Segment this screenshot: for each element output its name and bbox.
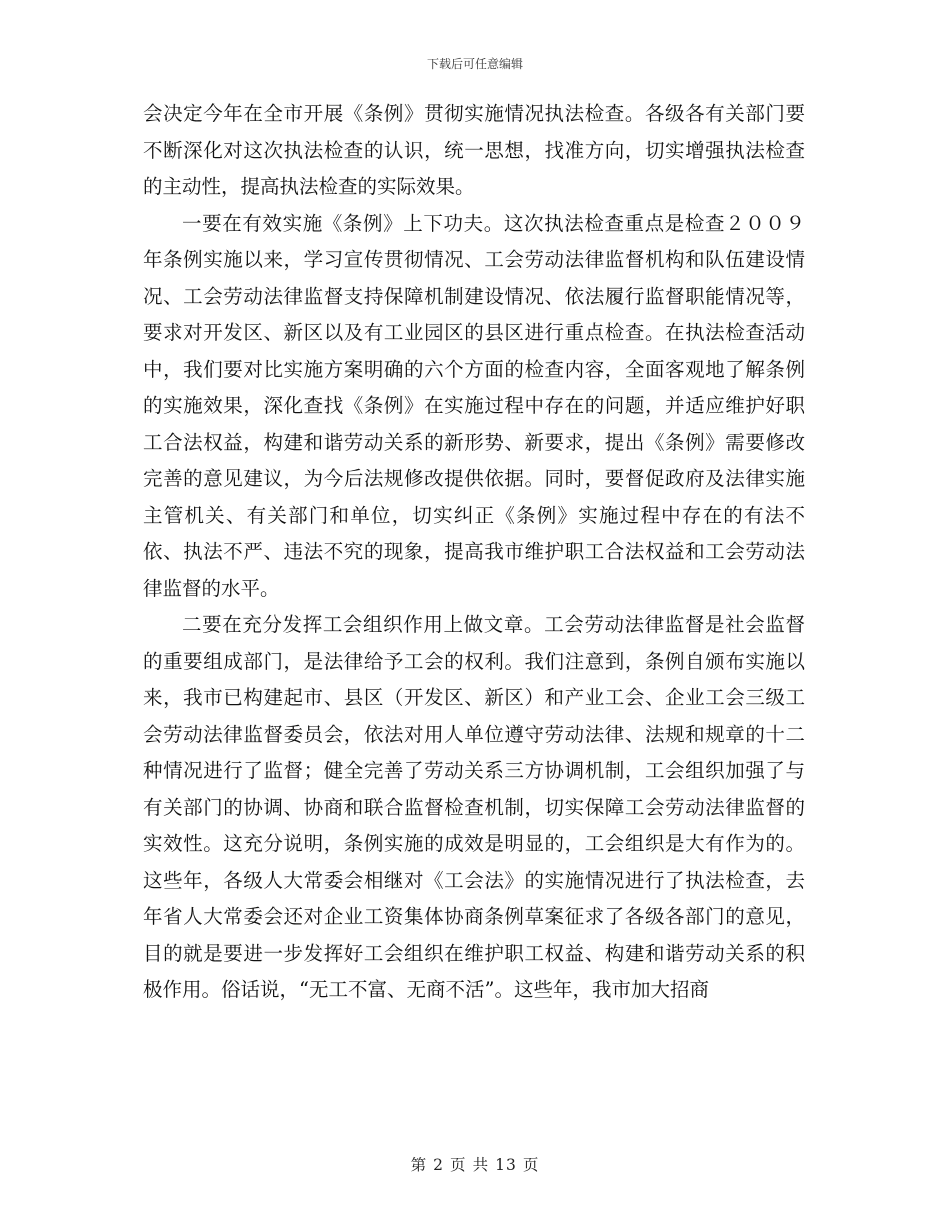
- page-footer: [0, 1153, 950, 1175]
- paragraph-2: 一要在有效实施《条例》上下功夫。这次执法检查重点是检查２００９年条例实施以来，学习宣传贯彻情况、工会劳动法律监督机构和队伍建设情况、工会劳动法律监督支持保障机制建设情况、依法履行监督职能情况等，要求对开发区、新区以及有工业园区的县区进行重点检查。在执法检查活动中，我们要对比实施方案明确的六个方面的检查内容，全面客观地了解条例的实施效果，深化查找《条例》在实施过程中存在的问题，并适应维护好职工合法权益，构建和谐劳动关系的新形势、新要求，提出《条例》需要修改完善的意见建议，为今后法规修改提供依据。同时，要督促政府及法律实施主管机关、有关部门和单位，切实纠正《条例》实施过程中存在的有法不依、执法不严、违法不究的现象，提高我市维护职工合法权益和工会劳动法律监督的水平。: [143, 211, 805, 600]
- paragraph-1: 会决定今年在全市开展《条例》贯彻实施情况执法检查。各级各有关部门要不断深化对这次执法检查的认识，统一思想，找准方向，切实增强执法检查的主动性，提高执法检查的实际效果。: [143, 102, 805, 198]
- footer-prefix: 第: [410, 1156, 428, 1174]
- footer-page-word: 页: [450, 1156, 467, 1174]
- footer-total-word: 共: [472, 1156, 490, 1174]
- paragraph-3: 二要在充分发挥工会组织作用上做文章。工会劳动法律监督是社会监督的重要组成部门，是法律给予工会的权利。我们注意到，条例自颁布实施以来，我市已构建起市、县区（开发区、新区）和产业工会、企业工会三级工会劳动法律监督委员会，依法对用人单位遵守劳动法律、法规和规章的十二种情况进行了监督；健全完善了劳动关系三方协调机制，工会组织加强了与有关部门的协调、协商和联合监督检查机制，切实保障工会劳动法律监督的实效性。这充分说明，条例实施的成效是明显的，工会组织是大有作为的。这些年，各级人大常委会相继对《工会法》的实施情况进行了执法检查，去年省人大常委会还对企业工资集体协商条例草案征求了各级各部门的意见，目的就是要进一步发挥好工会组织在维护职工权益、构建和谐劳动关系的积极作用。俗话说，“无工不富、无商不活”。这些年，我市加大招商: [143, 613, 805, 1001]
- footer-suffix: 页: [522, 1156, 540, 1174]
- body-text: [143, 96, 805, 1009]
- current-page-number: 2: [433, 1156, 445, 1174]
- total-page-count: 13: [495, 1156, 517, 1174]
- page-header: 下载后可任意编辑: [426, 57, 523, 71]
